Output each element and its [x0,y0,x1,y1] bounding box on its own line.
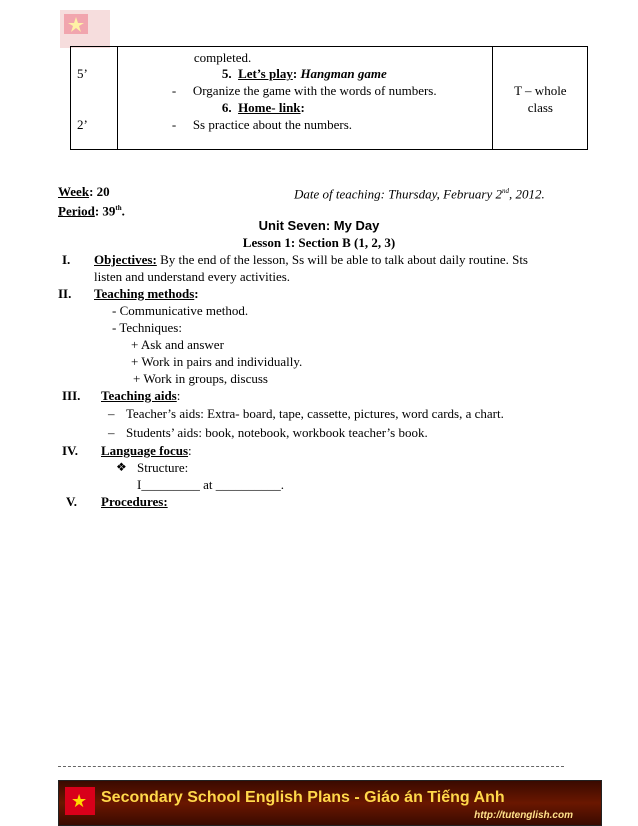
aids-dash: – [108,406,115,421]
section-IV-num: IV. [62,443,79,458]
language-focus: Language focus: [101,443,192,458]
section-II-num: II. [58,286,72,301]
technique-item: + Work in pairs and individually. [131,354,303,369]
time-5: 5’ [77,66,88,81]
header-logo [60,10,110,48]
method-item: - Communicative method. [112,303,249,318]
objectives-line1: Objectives: By the end of the lesson, Ss will be able to talk about daily routine. Sts [94,252,528,267]
teacher-aids: Teacher’s aids: Extra- board, tape, cassette, pictures, word cards, a chart. [126,406,504,421]
time-cell [71,47,118,150]
time-2: 2’ [77,117,88,132]
home-link-line: 6. Home- link: [221,100,305,115]
organize-text: Organize the game with the words of numbers. [192,83,437,98]
footer-divider [58,766,564,767]
technique-item: + Work in groups, discuss [133,371,268,386]
method-item: - Techniques: [112,320,182,335]
home-link-label: Home- link [238,100,301,115]
lesson-plan-table [70,46,588,150]
student-aids: Students’ aids: book, notebook, workbook teacher’s book. [126,425,428,440]
procedures-label: Procedures: [101,494,168,509]
objectives-label: Objectives: [94,252,157,267]
activity-cell [117,47,493,150]
hangman-game: Hangman game [300,66,387,81]
section-III-num: III. [62,388,81,403]
section-I-num: I. [62,252,71,267]
teaching-date: Date of teaching: Thursday, February 2nd, 2012. [294,186,545,202]
aids-dash: – [108,425,115,440]
teaching-aids: Teaching aids: [101,388,181,403]
practice-dash: - [171,117,177,132]
table-row [71,47,588,150]
lesson-title: Lesson 1: Section B (1, 2, 3) [242,235,396,250]
objectives-line2: listen and understand every activities. [94,269,291,284]
unit-title: Unit Seven: My Day [258,218,380,233]
week-line: Week: 20 [58,184,110,199]
structure-label: Structure: [137,460,189,475]
mode-line1: T – whole [514,83,567,98]
mode-cell [493,47,588,150]
lets-play-label: Let’s play [238,66,293,81]
diamond-bullet-icon: ❖ [116,460,127,474]
teaching-methods: Teaching methods: [94,286,199,301]
footer-title: Secondary School English Plans - Giáo án Tiếng Anh [101,789,505,806]
lets-play-line: 5. Let’s play: Hangman game [221,66,387,81]
practice-text: Ss practice about the numbers. [192,117,353,132]
organize-dash: - [171,83,177,98]
footer-banner [58,780,602,826]
footer-url[interactable]: http://tutenglish.com [474,810,573,821]
section-V-num: V. [66,494,77,509]
completed-text: completed. [193,50,252,65]
structure-pattern: I_________ at __________. [137,477,284,492]
flag-icon: ★ [65,787,95,815]
technique-item: + Ask and answer [131,337,224,352]
period-line: Period: 39th. [58,203,125,219]
mode-line2: class [527,100,553,115]
